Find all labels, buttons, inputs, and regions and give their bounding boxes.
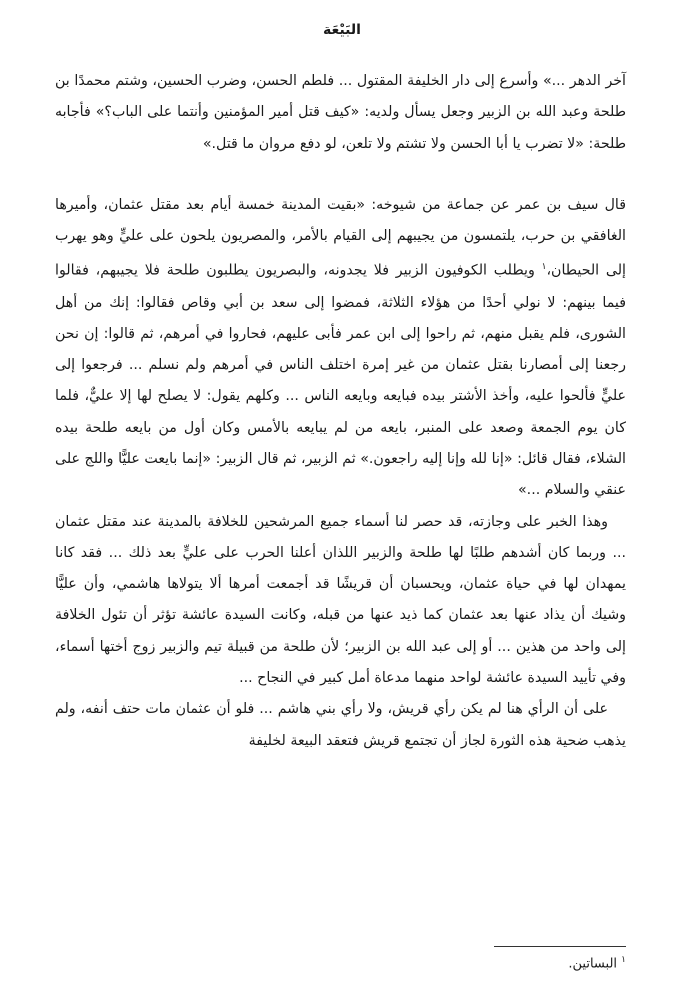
footnote: [568, 955, 626, 971]
footnote-reference[interactable]: ١: [541, 262, 547, 273]
paragraph-2-part-1: قال سيف بن عمر عن جماعة من شيوخه: «بقيت المدينة خمسة أيام بعد مقتل عثمان، وأميرها الغافقي بن حرب، يلتمسون من يجيبهم إلى القيام بالأمر، والمصريون يلحون على عليٍّ وهو يهرب إلى الحيطان،: [55, 196, 626, 280]
paragraph-1: آخر الدهر ...» وأسرع إلى دار الخليفة المقتول ... فلطم الحسن، وضرب الحسين، وشتم محمدًا بن طلحة وعبد الله بن الزبير وجعل يسأل ولديه: «كيف قتل أمير المؤمنين وأنتما على الباب؟» فأجابه طلحة: «لا تضرب يا أبا الحسن ولا تشتم ولا تلعن، لو دفع مروان ما قتل.»: [55, 73, 626, 152]
paragraph-2-part-2: ويطلب الكوفيون الزبير فلا يجدونه، والبصريون يطلبون طلحة فلا يجيبهم، فقالوا فيما بينهم: لا نولي أحدًا من هؤلاء الثلاثة، فمضوا إلى سعد بن أبي وقاص فقالوا: إنك من أهل الشورى، فلم يقبل منهم، ثم راحوا إلى ابن عمر فأبى عليهم، فحاروا في أمرهم، ثم قالوا: إن نحن رجعنا إلى أمصارنا بقتل عثمان من غير إمرة اختلف الناس في أمرهم ولم نسلم ... فرجعوا إلى عليٍّ فألحوا عليه، وأخذ الأشتر بيده فبايعه وبايعه الناس ... وكلهم يقول: لا يصلح لها إلا عليٌّ، فلما كان يوم الجمعة وصعد على المنبر، بايعه من لم يبايعه بالأمس وكان أول من بايعه طلحة بيده الشلاء، فقال قائل: «إنا لله وإنا إليه راجعون.» ثم الزبير، ثم قال الزبير: «إنما بايعت عليًّا واللج على عنقي والسلام ...»: [55, 263, 626, 499]
body-text: [55, 66, 626, 757]
footnote-text: البساتين.: [568, 956, 618, 972]
footnote-divider: [494, 946, 626, 947]
paragraph-3: وهذا الخبر على وجازته، قد حصر لنا أسماء جميع المرشحين للخلافة بالمدينة عند مقتل عثمان ... وربما كان أشدهم طلبًا لها طلحة والزبير اللذان أعلنا الحرب على عليٍّ بعد ذلك ... فقد كانا يمهدان لها في حياة عثمان، ويحسبان أن قريشًا قد أجمعت أمرها ألا يتولاها هاشمي، وأن عليًّا وشيك أن يذاد عنها بعد عثمان كما ذيد عنها من قبله، وكانت السيدة عائشة تؤثر أن تئول الخلافة إلى واحد من هذين ... أو إلى عبد الله بن الزبير؛ لأن طلحة من قبيلة تيم والزبير زوج أختها أسماء، وفي تأييد السيدة عائشة لواحد منهما مدعاة أمل كبير في النجاح ...: [55, 513, 626, 687]
running-header: البَيْعَة: [323, 22, 361, 38]
footnote-marker: ١: [621, 955, 626, 965]
paragraph-2: [55, 190, 626, 507]
paragraph-4: على أن الرأي هنا لم يكن رأي قريش، ولا رأي بني هاشم ... فلو أن عثمان مات حتف أنفه، ولم يذهب ضحية هذه الثورة لجاز أن تجتمع قريش فتعقد البيعة لخليفة: [55, 701, 626, 749]
